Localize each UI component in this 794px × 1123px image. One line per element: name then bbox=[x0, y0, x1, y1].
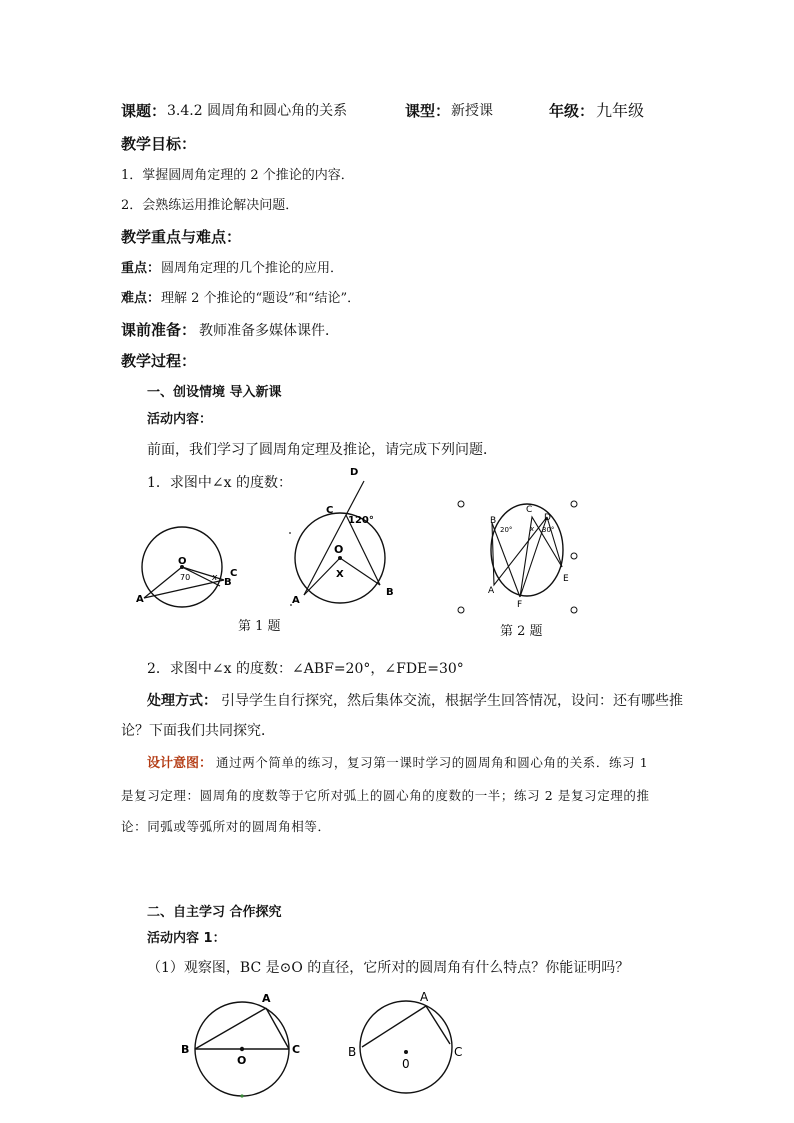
objective-item: 1．掌握圆周角定理的 2 个推论的内容． bbox=[121, 168, 354, 183]
label-C: C bbox=[526, 505, 533, 515]
activity-label: 活动内容： bbox=[147, 412, 213, 427]
label-B: B bbox=[386, 587, 394, 598]
label-30: 30° bbox=[542, 526, 555, 534]
figure-3a bbox=[178, 988, 308, 1108]
label-x: x bbox=[530, 525, 535, 533]
design-label: 设计意图： bbox=[147, 756, 213, 771]
label-A: A bbox=[262, 992, 271, 1005]
label-D: D bbox=[544, 513, 551, 523]
label-C: C bbox=[230, 568, 238, 579]
objectives-heading: 教学目标： bbox=[121, 135, 197, 153]
label-O: O bbox=[178, 556, 187, 567]
figure-1-caption: 第 1 题 bbox=[238, 619, 281, 634]
grade-value: 九年级 bbox=[596, 101, 645, 120]
label-A: A bbox=[488, 586, 495, 596]
label-F: F bbox=[517, 600, 523, 610]
label-x: x bbox=[212, 573, 218, 583]
label-D: D bbox=[350, 467, 359, 478]
activity1-label: 活动内容 1： bbox=[147, 931, 226, 946]
figure-1b bbox=[280, 463, 410, 613]
label-C: C bbox=[292, 1043, 301, 1056]
key-label: 重点： bbox=[121, 261, 161, 276]
process-heading: 教学过程： bbox=[121, 352, 197, 370]
prep-text: 教师准备多媒体课件． bbox=[199, 323, 339, 339]
question-1: 1．求图中∠x 的度数： bbox=[147, 475, 292, 491]
figure-1a bbox=[130, 520, 240, 610]
observe-question: （1）观察图，BC 是⊙O 的直径，它所对的圆周角有什么特点？你能证明吗？ bbox=[147, 960, 630, 976]
type-label: 课型： bbox=[405, 102, 451, 120]
topic-label: 课题： bbox=[121, 102, 167, 120]
label-70: 70 bbox=[180, 573, 191, 582]
label-20: 20° bbox=[500, 526, 513, 534]
type-value: 新授课 bbox=[451, 103, 493, 119]
objective-item: 2．会熟练运用推论解决问题． bbox=[121, 198, 299, 213]
handling-line-2: 论？下面我们共同探究． bbox=[121, 723, 275, 739]
section1-title: 一、创设情境 导入新课 bbox=[147, 385, 282, 400]
section2-title: 二、自主学习 合作探究 bbox=[147, 905, 282, 920]
label-O: O bbox=[237, 1054, 247, 1067]
key-text: 圆周角定理的几个推论的应用． bbox=[161, 261, 344, 276]
design-line-1: 通过两个简单的练习，复习第一课时学习的圆周角和圆心角的关系．练习 1 bbox=[216, 755, 649, 770]
label-120: 120° bbox=[348, 515, 374, 526]
label-O: O bbox=[334, 543, 344, 556]
handling-label: 处理方式： bbox=[147, 693, 217, 709]
label-A: A bbox=[292, 595, 300, 606]
design-line-3: 论：同弧或等弧所对的圆周角相等． bbox=[121, 819, 331, 834]
topic-value: 3.4.2 圆周角和圆心角的关系 bbox=[167, 103, 348, 119]
label-B: B bbox=[490, 516, 497, 526]
grade-label: 年级： bbox=[549, 102, 595, 120]
design-line-2: 是复习定理：圆周角的度数等于它所对弧上的圆心角的度数的一半；练习 2 是复习定理的推 bbox=[121, 788, 650, 803]
label-C: C bbox=[326, 505, 334, 516]
figure-3b bbox=[346, 988, 486, 1108]
label-B: B bbox=[224, 577, 232, 588]
label-x: X bbox=[336, 569, 344, 580]
label-A: A bbox=[420, 990, 429, 1004]
figure-2 bbox=[452, 493, 592, 623]
prep-label: 课前准备： bbox=[121, 321, 197, 339]
label-B: B bbox=[348, 1045, 357, 1059]
label-O: 0 bbox=[402, 1057, 410, 1071]
label-B: B bbox=[181, 1043, 190, 1056]
label-C: C bbox=[454, 1045, 463, 1059]
label-E: E bbox=[563, 574, 569, 584]
difficulty-label: 难点： bbox=[121, 291, 161, 306]
intro-text: 前面，我们学习了圆周角定理及推论，请完成下列问题． bbox=[147, 442, 497, 458]
label-A: A bbox=[136, 594, 144, 605]
difficulty-text: 理解 2 个推论的“题设”和“结论”． bbox=[161, 291, 361, 306]
question-2: 2．求图中∠x 的度数：∠ABF=20°，∠FDE=30° bbox=[147, 661, 464, 677]
key-points-heading: 教学重点与难点： bbox=[121, 228, 242, 246]
figure-2-caption: 第 2 题 bbox=[500, 624, 543, 639]
handling-line-1: 引导学生自行探究，然后集体交流，根据学生回答情况，设问：还有哪些推 bbox=[221, 693, 683, 709]
